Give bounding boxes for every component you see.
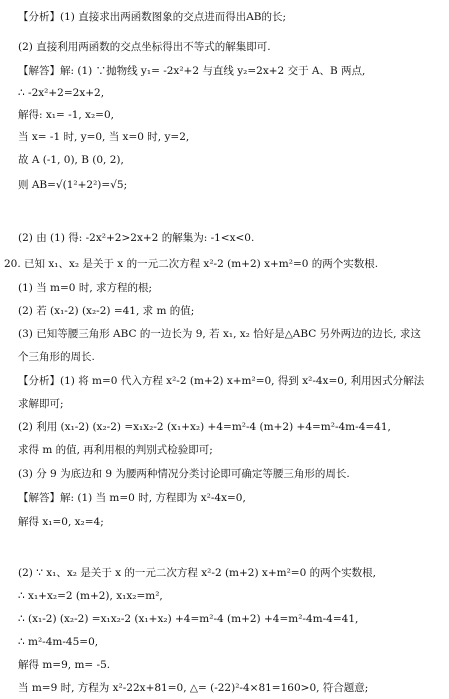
analysis-20-line-4: 求得 m 的值, 再利用根的判别式检验即可; <box>18 444 213 456</box>
question-20-part1: (1) 当 m=0 时, 求方程的根; <box>18 282 153 294</box>
question-20-part3-cont: 个三角形的周长. <box>18 351 95 363</box>
analysis-20-line-5: (3) 分 9 为底边和 9 为腰两种情况分类讨论即可确定等腰三角形的周长. <box>18 468 350 480</box>
solution-20-line-5: ∴ (x₁-2) (x₂-2) =x₁x₂-2 (x₁+x₂) +4=m²-4 (m+2) +4=m²-4m-4=41, <box>18 613 359 625</box>
question-20-part3: (3) 已知等腰三角形 ABC 的一边长为 9, 若 x₁, x₂ 恰好是△ABC 另外两边的边长, 求这 <box>18 328 421 340</box>
solution-20-line-8: 当 m=9 时, 方程为 x²-22x+81=0, △= (-22)²-4×81=160>0, 符合题意; <box>18 682 369 694</box>
solution-line-4: 当 x= -1 时, y=0, 当 x=0 时, y=2, <box>18 131 190 143</box>
question-20-stem: 20. 已知 x₁、x₂ 是关于 x 的一元二次方程 x²-2 (m+2) x+m²=0 的两个实数根. <box>4 258 379 270</box>
analysis-line-1: 【分析】(1) 直接求出两函数图象的交点进而得出AB的长; <box>18 11 287 23</box>
analysis-line-2: (2) 直接利用两函数的交点坐标得出不等式的解集即可. <box>18 41 271 53</box>
solution-line-1: 【解答】解: (1) ∵抛物线 y₁= -2x²+2 与直线 y₂=2x+2 交于 A、B 两点, <box>18 65 366 77</box>
solution-20-line-2: 解得 x₁=0, x₂=4; <box>18 516 104 528</box>
solution-line-5: 故 A (-1, 0), B (0, 2), <box>18 154 124 166</box>
solution-20-line-4: ∴ x₁+x₂=2 (m+2), x₁x₂=m², <box>18 590 163 602</box>
question-20-part2: (2) 若 (x₁-2) (x₂-2) =41, 求 m 的值; <box>18 305 195 317</box>
solution-20-line-7: 解得 m=9, m= -5. <box>18 659 111 671</box>
solution-line-6: 则 AB=√(1²+2²)=√5; <box>18 179 128 191</box>
analysis-20-line-2: 求解即可; <box>18 398 64 410</box>
analysis-20-line-1: 【分析】(1) 将 m=0 代入方程 x²-2 (m+2) x+m²=0, 得到 x²-4x=0, 利用因式分解法 <box>18 375 425 387</box>
solution-20-line-6: ∴ m²-4m-45=0, <box>18 636 99 648</box>
part2-answer-line: (2) 由 (1) 得: -2x²+2>2x+2 的解集为: -1<x<0. <box>18 232 255 244</box>
analysis-20-line-3: (2) 利用 (x₁-2) (x₂-2) =x₁x₂-2 (x₁+x₂) +4=m²-4 (m+2) +4=m²-4m-4=41, <box>18 421 391 433</box>
solution-20-line-1: 【解答】解: (1) 当 m=0 时, 方程即为 x²-4x=0, <box>18 492 246 504</box>
solution-line-3: 解得: x₁= -1, x₂=0, <box>18 109 114 121</box>
solution-20-line-3: (2) ∵ x₁、x₂ 是关于 x 的一元二次方程 x²-2 (m+2) x+m²=0 的两个实数根, <box>18 567 376 579</box>
solution-line-2: ∴ -2x²+2=2x+2, <box>18 87 105 99</box>
